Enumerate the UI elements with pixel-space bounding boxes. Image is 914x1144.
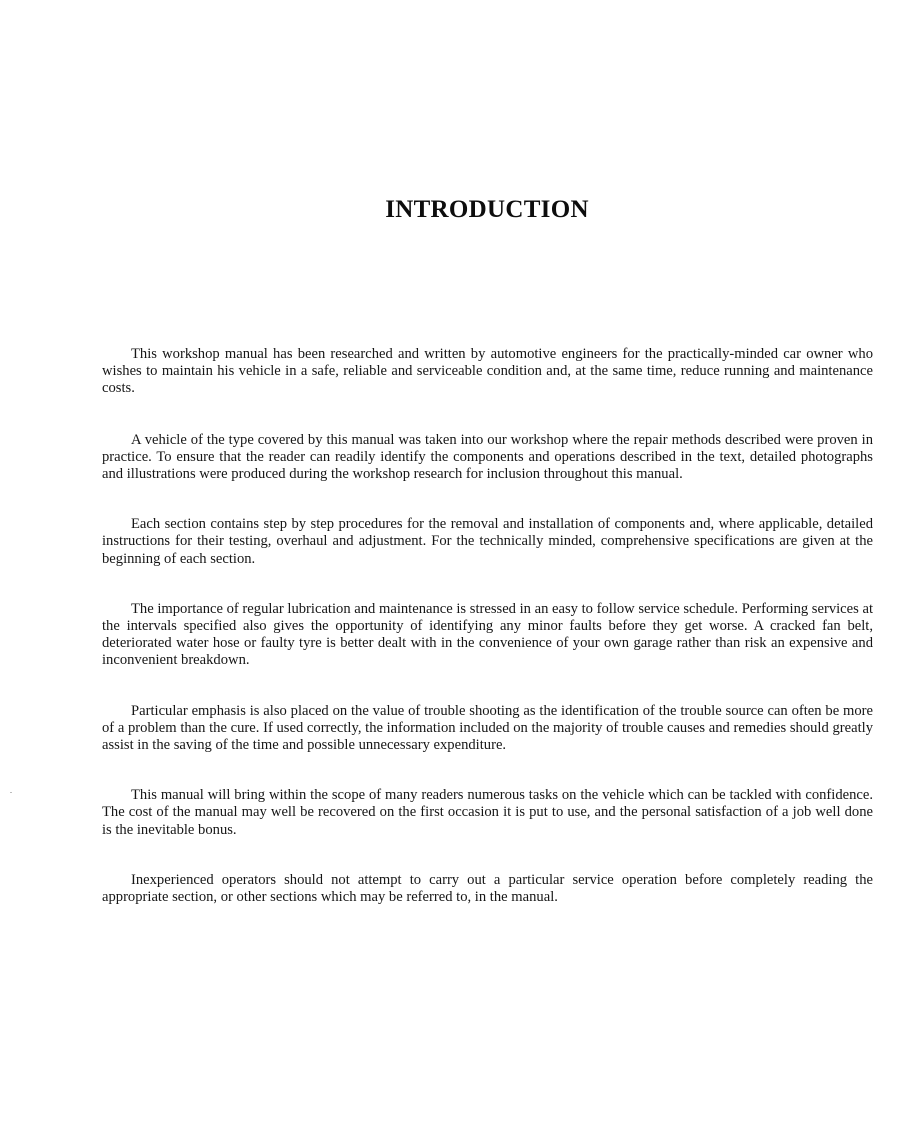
body-text	[102, 346, 873, 906]
paragraph-maintenance: The importance of regular lubrication and maintenance is stressed in an easy to follow service schedule. Performing services at the intervals specified also gives the opportunity of identifying any minor faults before they get worse. A cracked fan belt, deteriorated water hose or faulty tyre is better dealt with in the convenience of your own garage rather than risk an expensive and inconvenient breakdown.	[102, 600, 873, 669]
paragraph-workshop: A vehicle of the type covered by this manual was taken into our workshop where the repair methods described were proven in practice. To ensure that the reader can readily identify the components and operations described in the text, detailed photographs and illustrations were produced during the workshop research for inclusion throughout this manual.	[102, 431, 873, 483]
paragraph-trouble-shooting: Particular emphasis is also placed on the value of trouble shooting as the identification of the trouble source can often be more of a problem than the cure. If used correctly, the information included on the majority of trouble causes and remedies should greatly assist in the saving of the time and possible unnecessary expenditure.	[102, 702, 873, 754]
page-title: INTRODUCTION	[385, 196, 589, 223]
scan-speck	[10, 792, 12, 793]
paragraph-intro: This workshop manual has been researched and written by automotive engineers for the practically-minded car owner who wishes to maintain his vehicle in a safe, reliable and serviceable condition and, at the same time, reduce running and maintenance costs.	[102, 346, 873, 397]
paragraph-sections: Each section contains step by step procedures for the removal and installation of components and, where applicable, detailed instructions for their testing, overhaul and adjustment. For the technically minded, comprehensive specifications are given at the beginning of each section.	[102, 516, 873, 567]
paragraph-warning: Inexperienced operators should not attempt to carry out a particular service operation before completely reading the appropriate section, or other sections which may be referred to, in the manual.	[102, 871, 873, 906]
paragraph-benefits: This manual will bring within the scope of many readers numerous tasks on the vehicle which can be tackled with confidence. The cost of the manual may well be recovered on the first occasion it is put to use, and the personal satisfaction of a job well done is the inevitable bonus.	[102, 787, 873, 838]
